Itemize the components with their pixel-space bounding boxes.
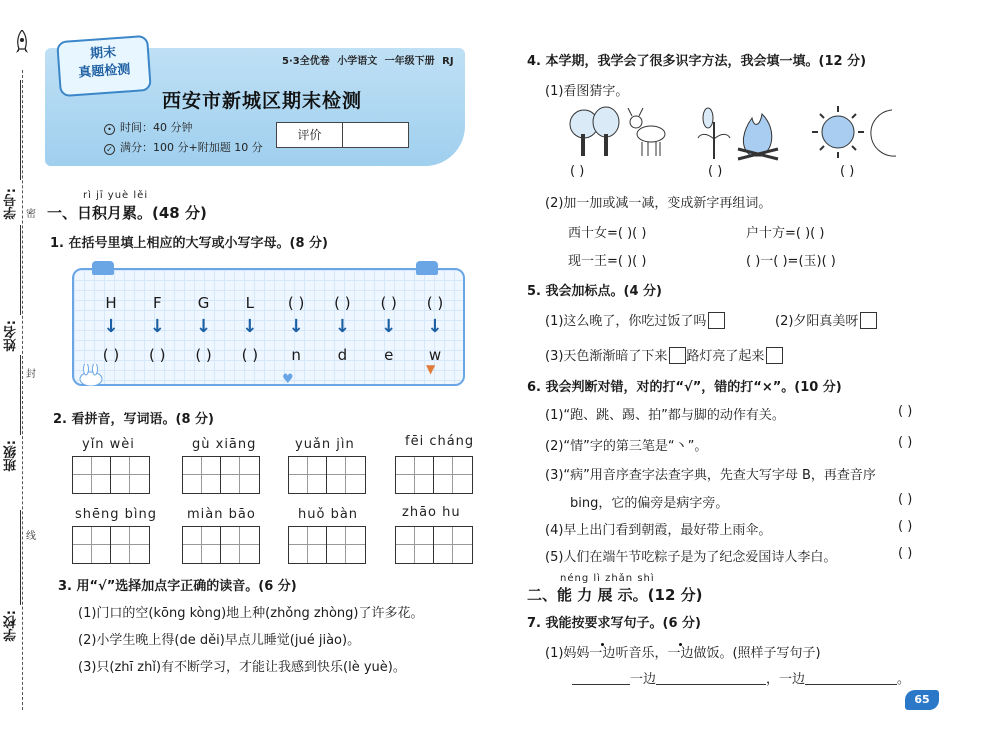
q7-end-mark: 。 [897, 672, 911, 687]
q7-blank-word: 一边 [779, 672, 806, 687]
judge-paren[interactable]: ( ) [898, 435, 913, 450]
fire-icon [738, 114, 778, 159]
writing-grid[interactable] [182, 526, 260, 564]
pinyin-label: fēi cháng [405, 434, 475, 449]
page-number: 65 [905, 690, 939, 710]
badge-line-1: 期末 [89, 45, 117, 62]
down-arrow-icon: ↓ [334, 316, 350, 337]
pinyin-label: yuǎn jìn [295, 437, 355, 452]
class-line [20, 355, 21, 435]
name-line [20, 225, 21, 315]
carrot-icon: ▼ [426, 362, 436, 376]
clip-icon [416, 261, 438, 275]
q7-text: 7. 我能按要求写句子。(6 分) [527, 616, 701, 631]
alphabet-top-row [88, 294, 458, 312]
punctuation-box[interactable] [860, 312, 877, 329]
name-label: 姓名: [4, 320, 19, 352]
student-id-label: 学号: [4, 188, 19, 220]
class-label: 班级: [4, 440, 19, 472]
exam-time [104, 119, 193, 135]
arrow-row [88, 318, 458, 336]
q5-text: 5. 我会加标点。(4 分) [527, 284, 662, 299]
answer-paren[interactable]: ( ) [708, 164, 723, 179]
down-arrow-icon: ↓ [288, 316, 304, 337]
seal-char-3: 线 [26, 531, 36, 542]
down-arrow-icon: ↓ [242, 316, 258, 337]
q2-text: 2. 看拼音，写词语。(8 分) [53, 412, 214, 427]
letter-cell: G [197, 294, 210, 312]
section2-pinyin: néng lì zhǎn shì [560, 573, 655, 584]
section1-pinyin: rì jī yuè lěi [83, 190, 149, 201]
letter-cell: w [428, 346, 442, 364]
pinyin-label: miàn bāo [187, 507, 256, 522]
q6-text: 6. 我会判断对错，对的打“√”，错的打“×”。(10 分) [527, 380, 842, 395]
q3-line-3[interactable]: (3)只(zhī zhǐ)有不断学习，才能让我感到快乐(lè yuè)。 [78, 660, 406, 675]
q6-item: (1)“跑、跳、踢、拍”都与脚的动作有关。 [545, 408, 785, 423]
letter-blank[interactable]: ( ) [102, 346, 120, 364]
exam-score-text: 满分：100 分+附加题 10 分 [120, 141, 263, 154]
q5-line-1b [775, 310, 877, 329]
q7-example [545, 642, 821, 661]
letter-cell: e [384, 346, 394, 364]
q6-item: (3)“病”用音序查字法查字典，先查大写字母 B，再查音序 [545, 468, 876, 483]
q7-dotted-word: 一边 [589, 646, 616, 661]
q6-item: (2)“情”字的第三笔是“丶”。 [545, 439, 708, 454]
q7-blank-word: 一边 [630, 672, 657, 687]
rocket-icon [14, 30, 30, 56]
punctuation-box[interactable] [766, 347, 783, 364]
q7-post: 做饭。(照样子写句子) [693, 646, 821, 661]
q5-line-2a-text: (3)天色渐渐暗了下来 [545, 349, 668, 364]
letter-blank[interactable]: ( ) [287, 294, 305, 312]
evaluation-label: 评价 [277, 123, 343, 147]
judge-paren[interactable]: ( ) [898, 519, 913, 534]
answer-blank[interactable] [572, 671, 630, 685]
clip-icon [92, 261, 114, 275]
letter-blank[interactable]: ( ) [426, 294, 444, 312]
q5-line-2b-text: 路灯亮了起来 [686, 349, 765, 364]
book-meta: 5·3全优卷 小学语文 一年级下册 RJ [282, 56, 454, 67]
tree-icon [570, 107, 619, 156]
punctuation-box[interactable] [669, 347, 686, 364]
q4-part-2: (2)加一加或减一减，变成新字再组词。 [545, 196, 772, 211]
pinyin-label: shēng bìng [75, 507, 157, 522]
heart-icon: ♥ [282, 372, 294, 387]
letter-blank[interactable]: ( ) [149, 346, 166, 364]
q7-mid: 听音乐， [615, 646, 668, 661]
down-arrow-icon: ↓ [149, 316, 165, 337]
letter-cell: n [291, 346, 301, 364]
letter-cell: F [152, 294, 162, 312]
judge-paren[interactable]: ( ) [898, 546, 913, 561]
sprout-icon [698, 108, 730, 159]
goat-icon [628, 108, 665, 156]
q5-line-2 [545, 345, 783, 364]
answer-paren[interactable]: ( ) [840, 164, 855, 179]
section1-title: 一、日积月累。(48 分) [47, 204, 207, 222]
q6-item: bing，它的偏旁是病字旁。 [570, 496, 729, 511]
answer-paren[interactable]: ( ) [570, 164, 585, 179]
down-arrow-icon: ↓ [103, 316, 119, 337]
q3-line-2[interactable]: (2)小学生晚上得(de děi)早点儿睡觉(jué jiào)。 [78, 633, 361, 648]
judge-paren[interactable]: ( ) [898, 404, 913, 419]
check-icon: ✓ [104, 144, 115, 155]
seal-char-1: 密 [26, 209, 36, 220]
q5-line-1b-text: (2)夕阳真美呀 [775, 314, 859, 329]
exam-time-text: 时间：40 分钟 [120, 121, 193, 134]
sun-icon [812, 106, 864, 158]
bunny-icon [76, 364, 106, 386]
student-id-line [20, 80, 21, 180]
q5-line-1a-text: (1)这么晚了，你吃过饭了吗 [545, 314, 707, 329]
evaluation-box [276, 122, 409, 148]
q4-part-1: (1)看图猜字。 [545, 84, 629, 99]
q7-answer-line: 一边 ，一边 。 [572, 668, 910, 687]
writing-grid[interactable] [395, 526, 473, 564]
school-label: 学校: [4, 610, 19, 642]
picture-row [566, 104, 911, 164]
school-line [20, 510, 21, 605]
letter-blank[interactable]: ( ) [334, 294, 351, 312]
q4-row-1b[interactable]: 户十方=( )( ) [746, 226, 825, 241]
judge-paren[interactable]: ( ) [898, 492, 913, 507]
q4-text: 4. 本学期，我学会了很多识字方法，我会填一填。(12 分) [527, 54, 867, 69]
cut-line [22, 70, 23, 710]
q6-item: (5)人们在端午节吃粽子是为了纪念爱国诗人李白。 [545, 550, 837, 565]
moon-icon [871, 110, 896, 156]
down-arrow-icon: ↓ [381, 316, 397, 337]
writing-grid[interactable] [182, 456, 260, 494]
alphabet-bottom-row [88, 346, 458, 364]
q4-row-2a[interactable]: 现一王=( )( ) [568, 254, 647, 269]
letter-cell: H [105, 294, 117, 312]
q1-text: 1. 在括号里填上相应的大写或小写字母。(8 分) [50, 236, 328, 251]
letter-blank[interactable]: ( ) [380, 294, 397, 312]
pinyin-label: huǒ bàn [298, 507, 359, 522]
answer-blank[interactable] [805, 671, 897, 685]
writing-grid[interactable] [288, 456, 366, 494]
down-arrow-icon: ↓ [427, 316, 443, 337]
section2-title: 二、能 力 展 示。(12 分) [527, 586, 703, 604]
down-arrow-icon: ↓ [196, 316, 212, 337]
writing-grid[interactable] [395, 456, 473, 494]
letter-blank[interactable]: ( ) [195, 346, 212, 364]
q3-text: 3. 用“√”选择加点字正确的读音。(6 分) [58, 579, 297, 594]
q7-dotted-word: 一边 [667, 646, 694, 661]
evaluation-field[interactable] [343, 123, 408, 147]
q6-item: (4)早上出门看到朝霞，最好带上雨伞。 [545, 523, 772, 538]
writing-grid[interactable] [72, 456, 150, 494]
q4-row-1a[interactable]: 西十女=( )( ) [568, 226, 647, 241]
q5-line-1a [545, 310, 725, 329]
writing-grid[interactable] [72, 526, 150, 564]
pinyin-label: zhāo hu [402, 505, 461, 520]
alphabet-board [72, 268, 465, 386]
pinyin-label: yǐn wèi [82, 437, 135, 452]
answer-blank[interactable] [656, 671, 766, 685]
q7-pre: (1)妈妈 [545, 646, 590, 661]
punctuation-box[interactable] [708, 312, 725, 329]
q3-line-1[interactable]: (1)门口的空(kōng kòng)地上种(zhǒng zhòng)了许多花。 [78, 606, 424, 621]
writing-grid[interactable] [288, 526, 366, 564]
badge-line-2: 真题检测 [77, 62, 131, 81]
binding-strip [0, 0, 40, 735]
exam-badge [56, 35, 152, 97]
seal-char-2: 封 [26, 369, 36, 380]
q4-row-2b[interactable]: ( )一( )=(玉)( ) [746, 254, 836, 269]
clock-icon: • [104, 124, 115, 135]
letter-cell: L [245, 294, 255, 312]
exam-score [104, 139, 263, 155]
pinyin-label: gù xiāng [192, 437, 257, 452]
letter-cell: d [337, 346, 348, 364]
exam-title: 西安市新城区期末检测 [162, 90, 363, 112]
letter-blank[interactable]: ( ) [241, 346, 259, 364]
